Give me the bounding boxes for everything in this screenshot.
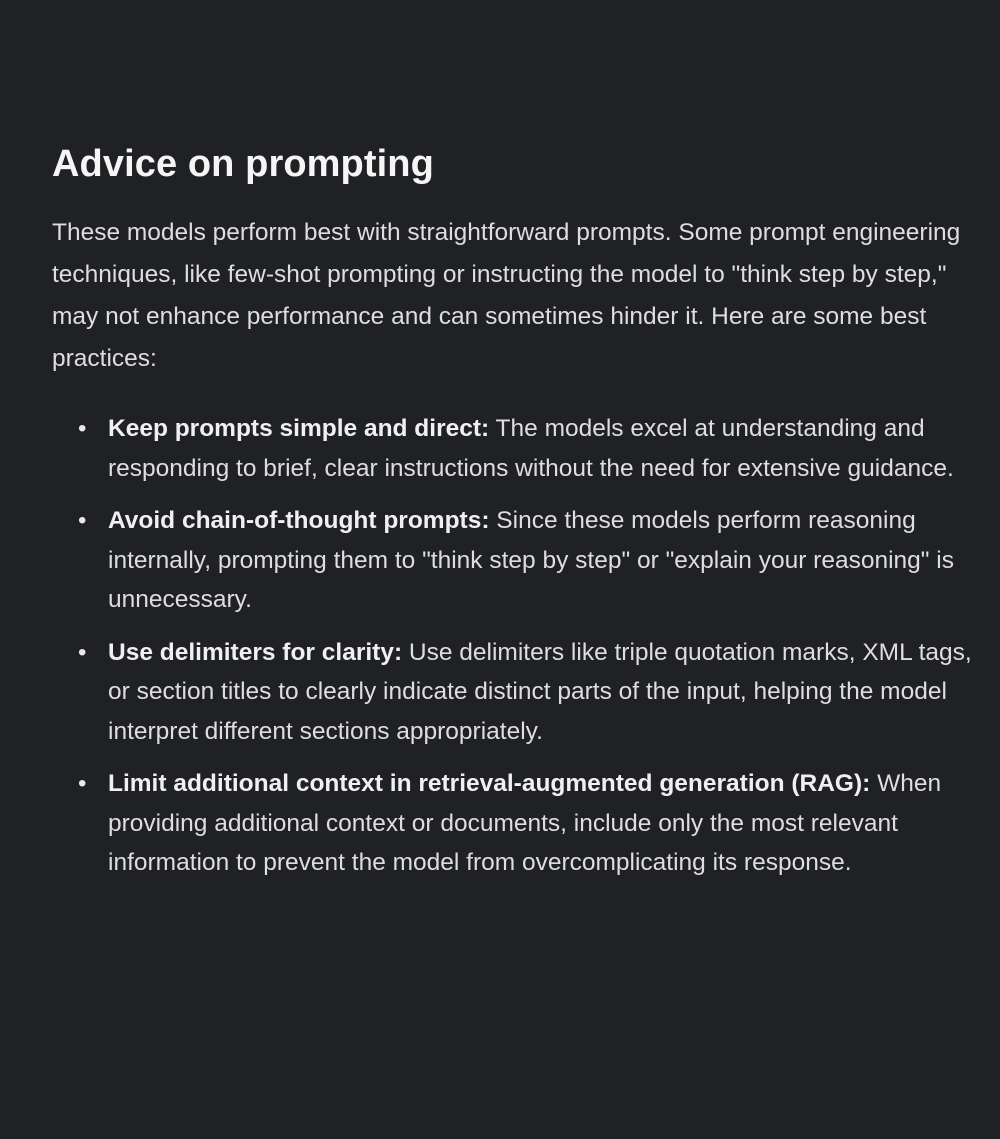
- best-practices-list: [52, 409, 977, 883]
- practice-text: The models excel at understanding and responding to brief, clear instructions without the need for extensive guidance.: [108, 415, 954, 482]
- practice-title: Avoid chain-of-thought prompts:: [108, 507, 490, 534]
- document-section: [52, 138, 977, 896]
- intro-paragraph: These models perform best with straightforward prompts. Some prompt engineering techniques, like few-shot prompting or instructing the model to "think step by step," may not enhance performance and can sometimes hinder it. Here are some best practices:: [52, 219, 961, 372]
- list-item: [52, 501, 977, 620]
- list-item: [52, 409, 977, 488]
- bullet-icon: •: [78, 415, 87, 442]
- bullet-icon: •: [78, 638, 87, 666]
- list-item: [52, 633, 977, 752]
- practice-text: Use delimiters like triple quotation marks, XML tags, or section titles to clearly indicate distinct parts of the input, helping the model interpret different sections appropriately.: [108, 638, 972, 745]
- bullet-icon: •: [78, 770, 87, 797]
- practice-text: When providing additional context or documents, include only the most relevant information to prevent the model from overcomplicating its response.: [108, 770, 942, 876]
- list-item: [52, 764, 977, 883]
- practice-title: Keep prompts simple and direct:: [108, 415, 490, 442]
- page-title: Advice on prompting: [52, 143, 434, 185]
- practice-text: Since these models perform reasoning internally, prompting them to "think step by step" or "explain your reasoning" is unnecessary.: [108, 507, 954, 613]
- bullet-icon: •: [78, 507, 87, 534]
- practice-title: Use delimiters for clarity:: [108, 638, 403, 666]
- practice-title: Limit additional context in retrieval-augmented generation (RAG):: [108, 770, 871, 797]
